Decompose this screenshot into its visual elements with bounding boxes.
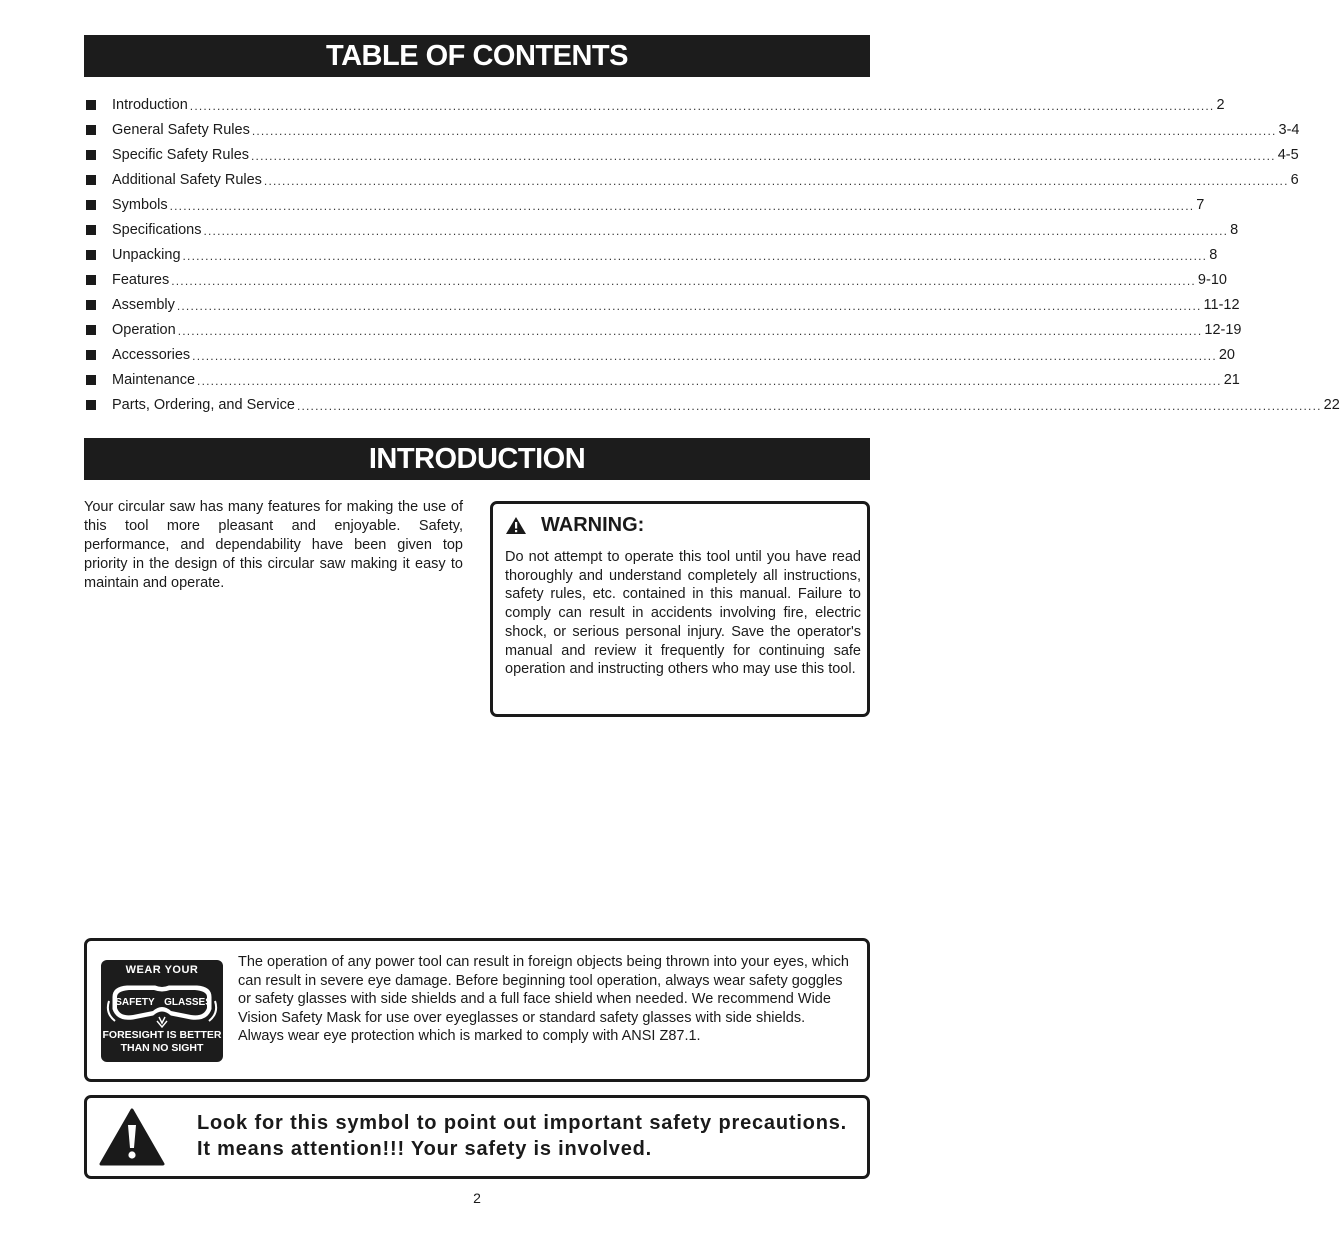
badge-left-lens-text: SAFETY [115, 997, 155, 1008]
toc-item [84, 267, 1227, 292]
toc-dot-leader: .................................................................................................................................................................................................................................. [189, 98, 1215, 113]
toc-item-page: 11-12 [1203, 296, 1240, 313]
toc-item [84, 192, 1205, 217]
toc-dot-leader: .................................................................................................................................................................................................................................. [171, 273, 1196, 288]
toc-dot-leader: .................................................................................................................................................................................................................................. [176, 298, 1202, 313]
toc-item-title: Additional Safety Rules [112, 171, 262, 188]
toc-item [84, 292, 1240, 317]
toc-item [84, 392, 1340, 417]
toc-dot-leader: .................................................................................................................................................................................................................................. [182, 248, 1208, 263]
toc-item-page: 22 [1323, 396, 1340, 413]
toc-item-title: Maintenance [112, 371, 196, 388]
toc-dot-leader: .................................................................................................................................................................................................................................. [197, 373, 1222, 388]
toc-item-page: 8 [1209, 246, 1218, 263]
toc-item-page: 2 [1216, 96, 1225, 113]
toc-item-page: 20 [1218, 346, 1235, 363]
safety-glasses-badge [101, 960, 223, 1062]
toc-item-page: 8 [1230, 221, 1239, 238]
warning-box [490, 501, 870, 717]
safety-symbol-text: Look for this symbol to point out important safety precautions. It means attention!!! Your safety is involved. [197, 1112, 847, 1160]
toc-item [84, 142, 1299, 167]
toc-dot-leader: .................................................................................................................................................................................................................................. [192, 348, 1217, 363]
toc-item-page: 7 [1196, 196, 1205, 213]
square-bullet-icon [86, 325, 96, 335]
square-bullet-icon [86, 275, 96, 285]
safety-alert-icon [99, 1108, 165, 1166]
safety-symbol-box [84, 1095, 870, 1179]
toc-item [84, 317, 1242, 342]
toc-dot-leader: .................................................................................................................................................................................................................................. [203, 223, 1229, 238]
badge-right-lens-text: GLASSES [164, 997, 212, 1008]
square-bullet-icon [86, 225, 96, 235]
toc-item-title: Parts, Ordering, and Service [112, 396, 295, 413]
toc-item [84, 342, 1235, 367]
warning-title-text: WARNING: [541, 514, 645, 536]
toc-dot-leader: .................................................................................................................................................................................................................................. [169, 198, 1195, 213]
toc-list [84, 92, 1340, 417]
badge-bottom-line1: FORESIGHT IS BETTER [102, 1029, 222, 1041]
badge-bottom-line2: THAN NO SIGHT [120, 1042, 204, 1054]
toc-item-title: Assembly [112, 296, 175, 313]
square-bullet-icon [86, 400, 96, 410]
toc-item-title: Accessories [112, 346, 191, 363]
page-number: 2 [473, 1190, 481, 1206]
toc-dot-leader: .................................................................................................................................................................................................................................. [263, 173, 1289, 188]
toc-item-title: Unpacking [112, 246, 181, 263]
toc-item [84, 167, 1299, 192]
toc-item-title: Specifications [112, 221, 202, 238]
toc-item-page: 12-19 [1204, 321, 1242, 338]
toc-item-title: Symbols [112, 196, 168, 213]
safety-goggles-icon [107, 977, 217, 1029]
toc-item [84, 367, 1240, 392]
square-bullet-icon [86, 350, 96, 360]
toc-item-page: 9-10 [1197, 271, 1227, 288]
toc-item-page: 21 [1223, 371, 1240, 388]
toc-item-page: 4-5 [1277, 146, 1299, 163]
toc-item-title: Features [112, 271, 170, 288]
introduction-body: Your circular saw has many features for making the use of this tool more pleasant and enjoyable. Safety, performance, and dependability have been given top priority in the design of this circular saw making it easy to maintain and operate. [84, 499, 463, 591]
toc-item-title: Operation [112, 321, 176, 338]
toc-dot-leader: .................................................................................................................................................................................................................................. [251, 148, 1276, 163]
toc-dot-leader: .................................................................................................................................................................................................................................. [251, 123, 1277, 138]
toc-item-title: General Safety Rules [112, 121, 250, 138]
badge-bottom-text [101, 1029, 223, 1055]
toc-item-page: 3-4 [1278, 121, 1300, 138]
toc-item [84, 242, 1218, 267]
square-bullet-icon [86, 125, 96, 135]
square-bullet-icon [86, 375, 96, 385]
square-bullet-icon [86, 175, 96, 185]
square-bullet-icon [86, 100, 96, 110]
warning-body: Do not attempt to operate this tool until you have read thoroughly and understand completely all instructions, safety rules, etc. contained in this manual. Failure to comply can result in accidents involving fire, electric shock, or serious personal injury. Save the operator's manual and review it frequently for continuing safe operation and instructing others who may use this tool. [505, 549, 861, 678]
toc-item-title: Specific Safety Rules [112, 146, 250, 163]
square-bullet-icon [86, 150, 96, 160]
toc-heading: TABLE OF CONTENTS [84, 35, 870, 77]
eye-protection-box [84, 938, 870, 1082]
square-bullet-icon [86, 300, 96, 310]
square-bullet-icon [86, 200, 96, 210]
toc-item-page: 6 [1290, 171, 1299, 188]
introduction-heading: INTRODUCTION [84, 438, 870, 480]
toc-item [84, 117, 1300, 142]
warning-title [505, 514, 644, 537]
toc-item [84, 92, 1225, 117]
toc-dot-leader: .................................................................................................................................................................................................................................. [296, 398, 1322, 413]
warning-triangle-icon [505, 516, 527, 535]
toc-dot-leader: .................................................................................................................................................................................................................................. [177, 323, 1203, 338]
toc-item-title: Introduction [112, 96, 188, 113]
eye-protection-body: The operation of any power tool can result in foreign objects being thrown into your eyes, which can result in severe eye damage. Before beginning tool operation, always wear safety goggles or safety glasses with side shields and a full face shield when needed. We recommend Wide Vision Safety Mask for use over eyeglasses or standard safety glasses with side shields. Always wear eye protection which is marked to comply with ANSI Z87.1. [238, 954, 849, 1045]
square-bullet-icon [86, 250, 96, 260]
toc-item [84, 217, 1239, 242]
badge-top-text: WEAR YOUR [125, 964, 199, 976]
